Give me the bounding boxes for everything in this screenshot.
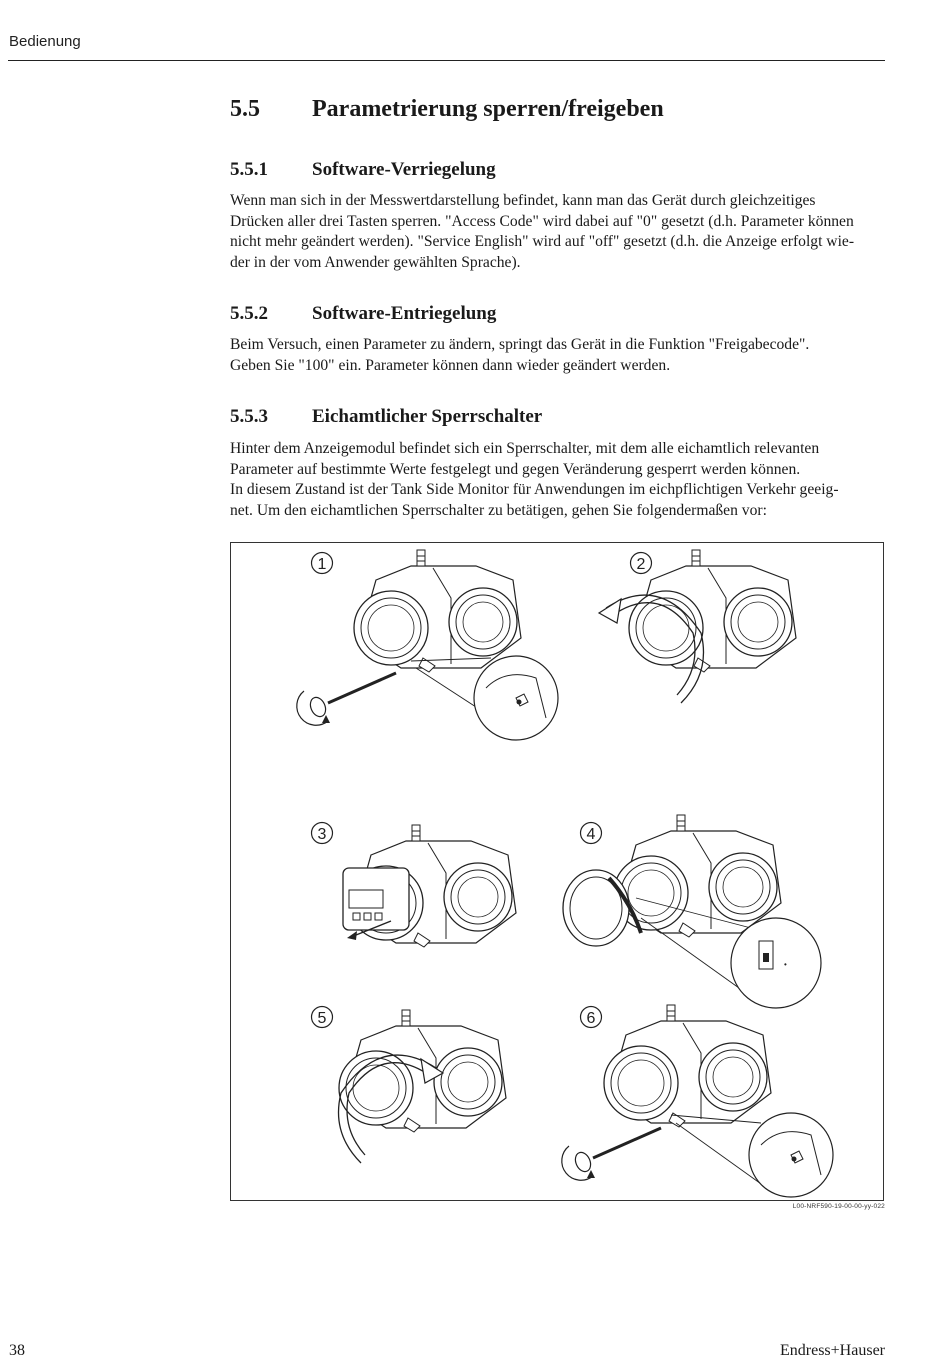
procedure-figure (230, 542, 884, 1201)
text-line: In diesem Zustand ist der Tank Side Monitor für Anwendungen im eichpflichtigen Verkehr geeig- (230, 481, 839, 499)
step-1 (297, 550, 558, 740)
text-line: der in der vom Anwender gewählten Sprache). (230, 253, 521, 271)
text-line: nicht mehr geändert werden). "Service English" wird auf "off" gesetzt (d.h. die Anzeige erfolgt wie- (230, 233, 855, 251)
step-label: 1 (317, 556, 327, 573)
text-line: Hinter dem Anzeigemodul befindet sich ein Sperrschalter, mit dem alle eichamtlich relevanten (230, 440, 820, 457)
running-header: Bedienung (9, 33, 81, 50)
text-line: net. Um den eichamtlichen Sperrschalter zu betätigen, gehen Sie folgendermaßen vor: (230, 501, 767, 519)
paragraph-5-5-3 (230, 439, 886, 521)
step-label: 4 (586, 826, 596, 843)
paragraph-5-5-2 (230, 335, 886, 376)
step-2 (599, 550, 796, 703)
svg-text:•: • (784, 960, 787, 969)
subsection-number: 5.5.1 (230, 159, 268, 180)
section-title: Parametrierung sperren/freigeben (312, 96, 664, 122)
company-name: Endress+Hauser (780, 1342, 885, 1359)
text-line: Geben Sie "100" ein. Parameter können dann wieder geändert werden. (230, 356, 671, 374)
section-heading (230, 96, 664, 123)
subsection-heading-5-5-1 (230, 159, 496, 181)
subsection-title: Software-Verriegelung (312, 159, 496, 180)
figure-code: L00-NRF590-19-00-00-yy-022 (792, 1203, 885, 1210)
text-line: Parameter auf bestimmte Werte festgelegt und gegen Veränderung gesperrt werden können. (230, 460, 801, 478)
text-line: Wenn man sich in der Messwertdarstellung befindet, kann man das Gerät durch gleichzeitiges (230, 192, 816, 209)
subsection-number: 5.5.3 (230, 406, 268, 427)
subsection-number: 5.5.2 (230, 303, 268, 324)
subsection-title: Software-Entriegelung (312, 303, 497, 324)
step-6 (562, 1005, 833, 1197)
page-number: 38 (9, 1342, 25, 1359)
step-label: 2 (636, 556, 646, 573)
step-5 (312, 1007, 507, 1164)
step-label: 5 (317, 1010, 327, 1027)
step-3 (312, 823, 517, 948)
subsection-heading-5-5-3 (230, 406, 542, 428)
subsection-title: Eichamtlicher Sperrschalter (312, 406, 543, 427)
step-label: 6 (586, 1010, 596, 1027)
subsection-heading-5-5-2 (230, 303, 496, 325)
step-label: 3 (317, 826, 327, 843)
header-rule (8, 60, 885, 61)
text-line: Drücken aller drei Tasten sperren. "Access Code" wird dabei auf "0" gesetzt (d.h. Parameter können (230, 212, 854, 230)
figure-drawing (231, 543, 885, 1202)
paragraph-5-5-1 (230, 191, 886, 273)
step-4 (563, 815, 821, 1008)
section-number: 5.5 (230, 96, 260, 122)
text-line: Beim Versuch, einen Parameter zu ändern, springt das Gerät in die Funktion "Freigabecode". (230, 336, 810, 353)
